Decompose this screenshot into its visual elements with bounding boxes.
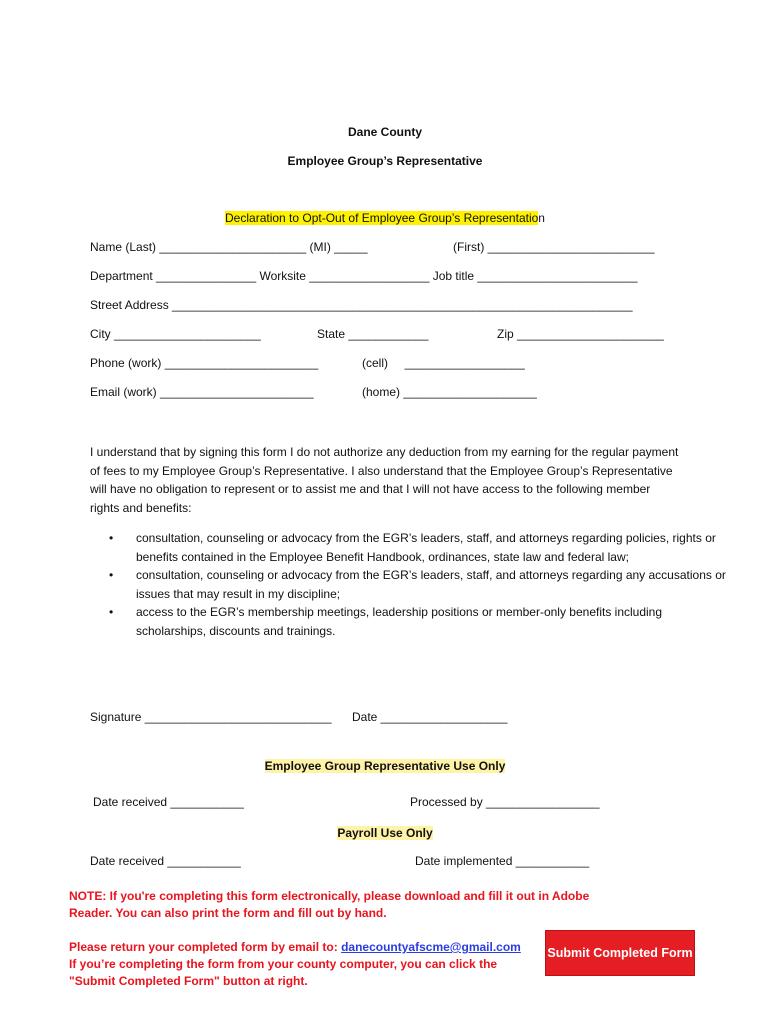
understanding-paragraph: I understand that by signing this form I do not authorize any deduction from my earning for the regular payment of fees to my Employee Group’s Representative. I also understand that the Employee Group’s Representative will have no obligation to represent or to assist me and that I will not have access to the following member rights and benefits:: [90, 445, 679, 515]
payroll-use-heading-text: Payroll Use Only: [337, 826, 433, 840]
state-field[interactable]: State ____________: [317, 327, 429, 341]
org-title: Dane County: [347, 125, 422, 139]
zip-field[interactable]: Zip ______________________: [497, 327, 664, 341]
note-line-1: NOTE: If you're completing this form electronically, please download and fill it out in Adobe: [69, 889, 590, 903]
list-item: • consultation, counseling or advocacy from the EGR’s leaders, staff, and attorneys regarding any accusations or issues that may result in my discipline;: [136, 566, 726, 603]
egr-use-heading: [0, 759, 770, 773]
signature-date-field[interactable]: Date ___________________: [352, 710, 508, 724]
payroll-date-received-field[interactable]: Date received ___________: [90, 854, 241, 868]
payroll-use-heading: [0, 826, 770, 840]
declaration-title-tail: n: [538, 211, 545, 225]
declaration-title: [0, 211, 770, 225]
form-subtitle: Employee Group’s Representative: [287, 154, 483, 168]
note-line-4: If you’re completing the form from your county computer, you can click the: [69, 957, 498, 971]
signature-field[interactable]: Signature ____________________________: [90, 710, 332, 724]
phone-work-field[interactable]: Phone (work) _______________________: [90, 356, 319, 370]
list-item: • access to the EGR’s membership meetings, leadership positions or member-only benefits including scholarships, discounts and trainings.: [136, 603, 726, 640]
email-link[interactable]: danecountyafscme@gmail.com: [341, 940, 521, 954]
city-field[interactable]: City ______________________: [90, 327, 261, 341]
name-first-field[interactable]: (First) _________________________: [453, 240, 655, 254]
declaration-title-highlighted: Declaration to Opt-Out of Employee Group’s Representatio: [225, 211, 539, 225]
benefits-list: [90, 529, 726, 641]
egr-processed-by-field[interactable]: Processed by _________________: [410, 795, 600, 809]
street-address-field[interactable]: Street Address _____________________________________________________________________: [90, 298, 633, 312]
note-line-5: "Submit Completed Form" button at right.: [69, 974, 308, 988]
payroll-date-implemented-field[interactable]: Date implemented ___________: [415, 854, 590, 868]
note-line-2: Reader. You can also print the form and fill out by hand.: [69, 906, 387, 920]
submit-completed-form-button[interactable]: Submit Completed Form: [545, 930, 695, 976]
egr-use-heading-text: Employee Group Representative Use Only: [264, 759, 506, 773]
note-return-line: [69, 940, 521, 954]
list-item: • consultation, counseling or advocacy from the EGR’s leaders, staff, and attorneys regarding policies, rights or benefits contained in the Employee Benefit Handbook, ordinances, state law and federal law;: [136, 529, 726, 566]
name-last-mi-field[interactable]: Name (Last) ______________________ (MI) _____: [90, 240, 368, 254]
egr-date-received-field[interactable]: Date received ___________: [93, 795, 244, 809]
email-home-field[interactable]: (home) ____________________: [362, 385, 537, 399]
department-worksite-jobtitle-field[interactable]: Department _______________ Worksite __________________ Job title ________________________: [90, 269, 638, 283]
email-work-field[interactable]: Email (work) _______________________: [90, 385, 314, 399]
note-return-text: Please return your completed form by email to:: [69, 940, 342, 954]
phone-cell-field[interactable]: (cell) __________________: [362, 356, 525, 370]
